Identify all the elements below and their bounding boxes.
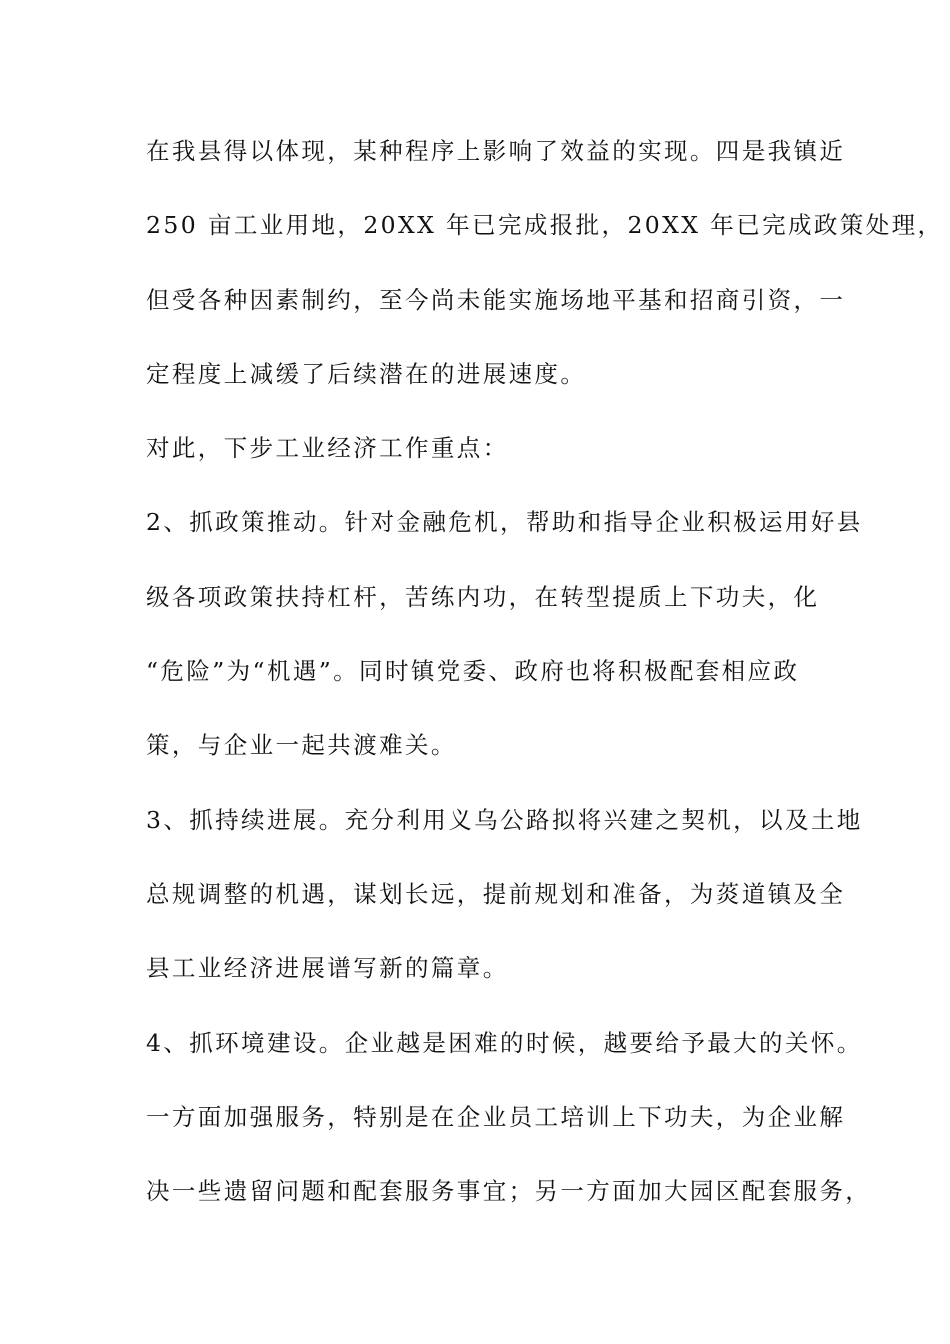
- text-line: 一方面加强服务，特别是在企业员工培训上下功夫，为企业解: [146, 1102, 846, 1131]
- text-line: 县工业经济进展谱写新的篇章。: [146, 954, 509, 983]
- text-line: 对此，下步工业经济工作重点：: [146, 434, 509, 463]
- text-line: 但受各种因素制约，至今尚未能实施场地平基和招商引资，一: [146, 285, 846, 314]
- text-line: “危险”为“机遇”。同时镇党委、政府也将积极配套相应政: [146, 657, 800, 686]
- text-line: 级各项政策扶持杠杆，苦练内功，在转型提质上下功夫，化: [146, 582, 820, 611]
- text-line: 策，与企业一起共渡难关。: [146, 731, 457, 760]
- document-body: [146, 131, 944, 1245]
- text-line: 在我县得以体现，某种程序上影响了效益的实现。四是我镇近: [146, 137, 846, 165]
- text-line: 3、抓持续进展。充分利用义乌公路拟将兴建之契机，以及土地: [146, 805, 863, 834]
- text-line: 总规调整的机遇，谋划长远，提前规划和准备，为菼道镇及全: [146, 879, 846, 908]
- text-line: 2、抓政策推动。针对金融危机，帮助和指导企业积极运用好县: [146, 508, 863, 537]
- text-line: 定程度上减缓了后续潜在的进展速度。: [146, 359, 587, 388]
- text-line: 决一些遗留问题和配套服务事宜；另一方面加大园区配套服务，: [146, 1177, 872, 1206]
- text-line: 250 亩工业用地，20XX 年已完成报批，20XX 年已完成政策处理，: [146, 211, 944, 240]
- text-line: 4、抓环境建设。企业越是困难的时候，越要给予最大的关怀。: [146, 1028, 863, 1057]
